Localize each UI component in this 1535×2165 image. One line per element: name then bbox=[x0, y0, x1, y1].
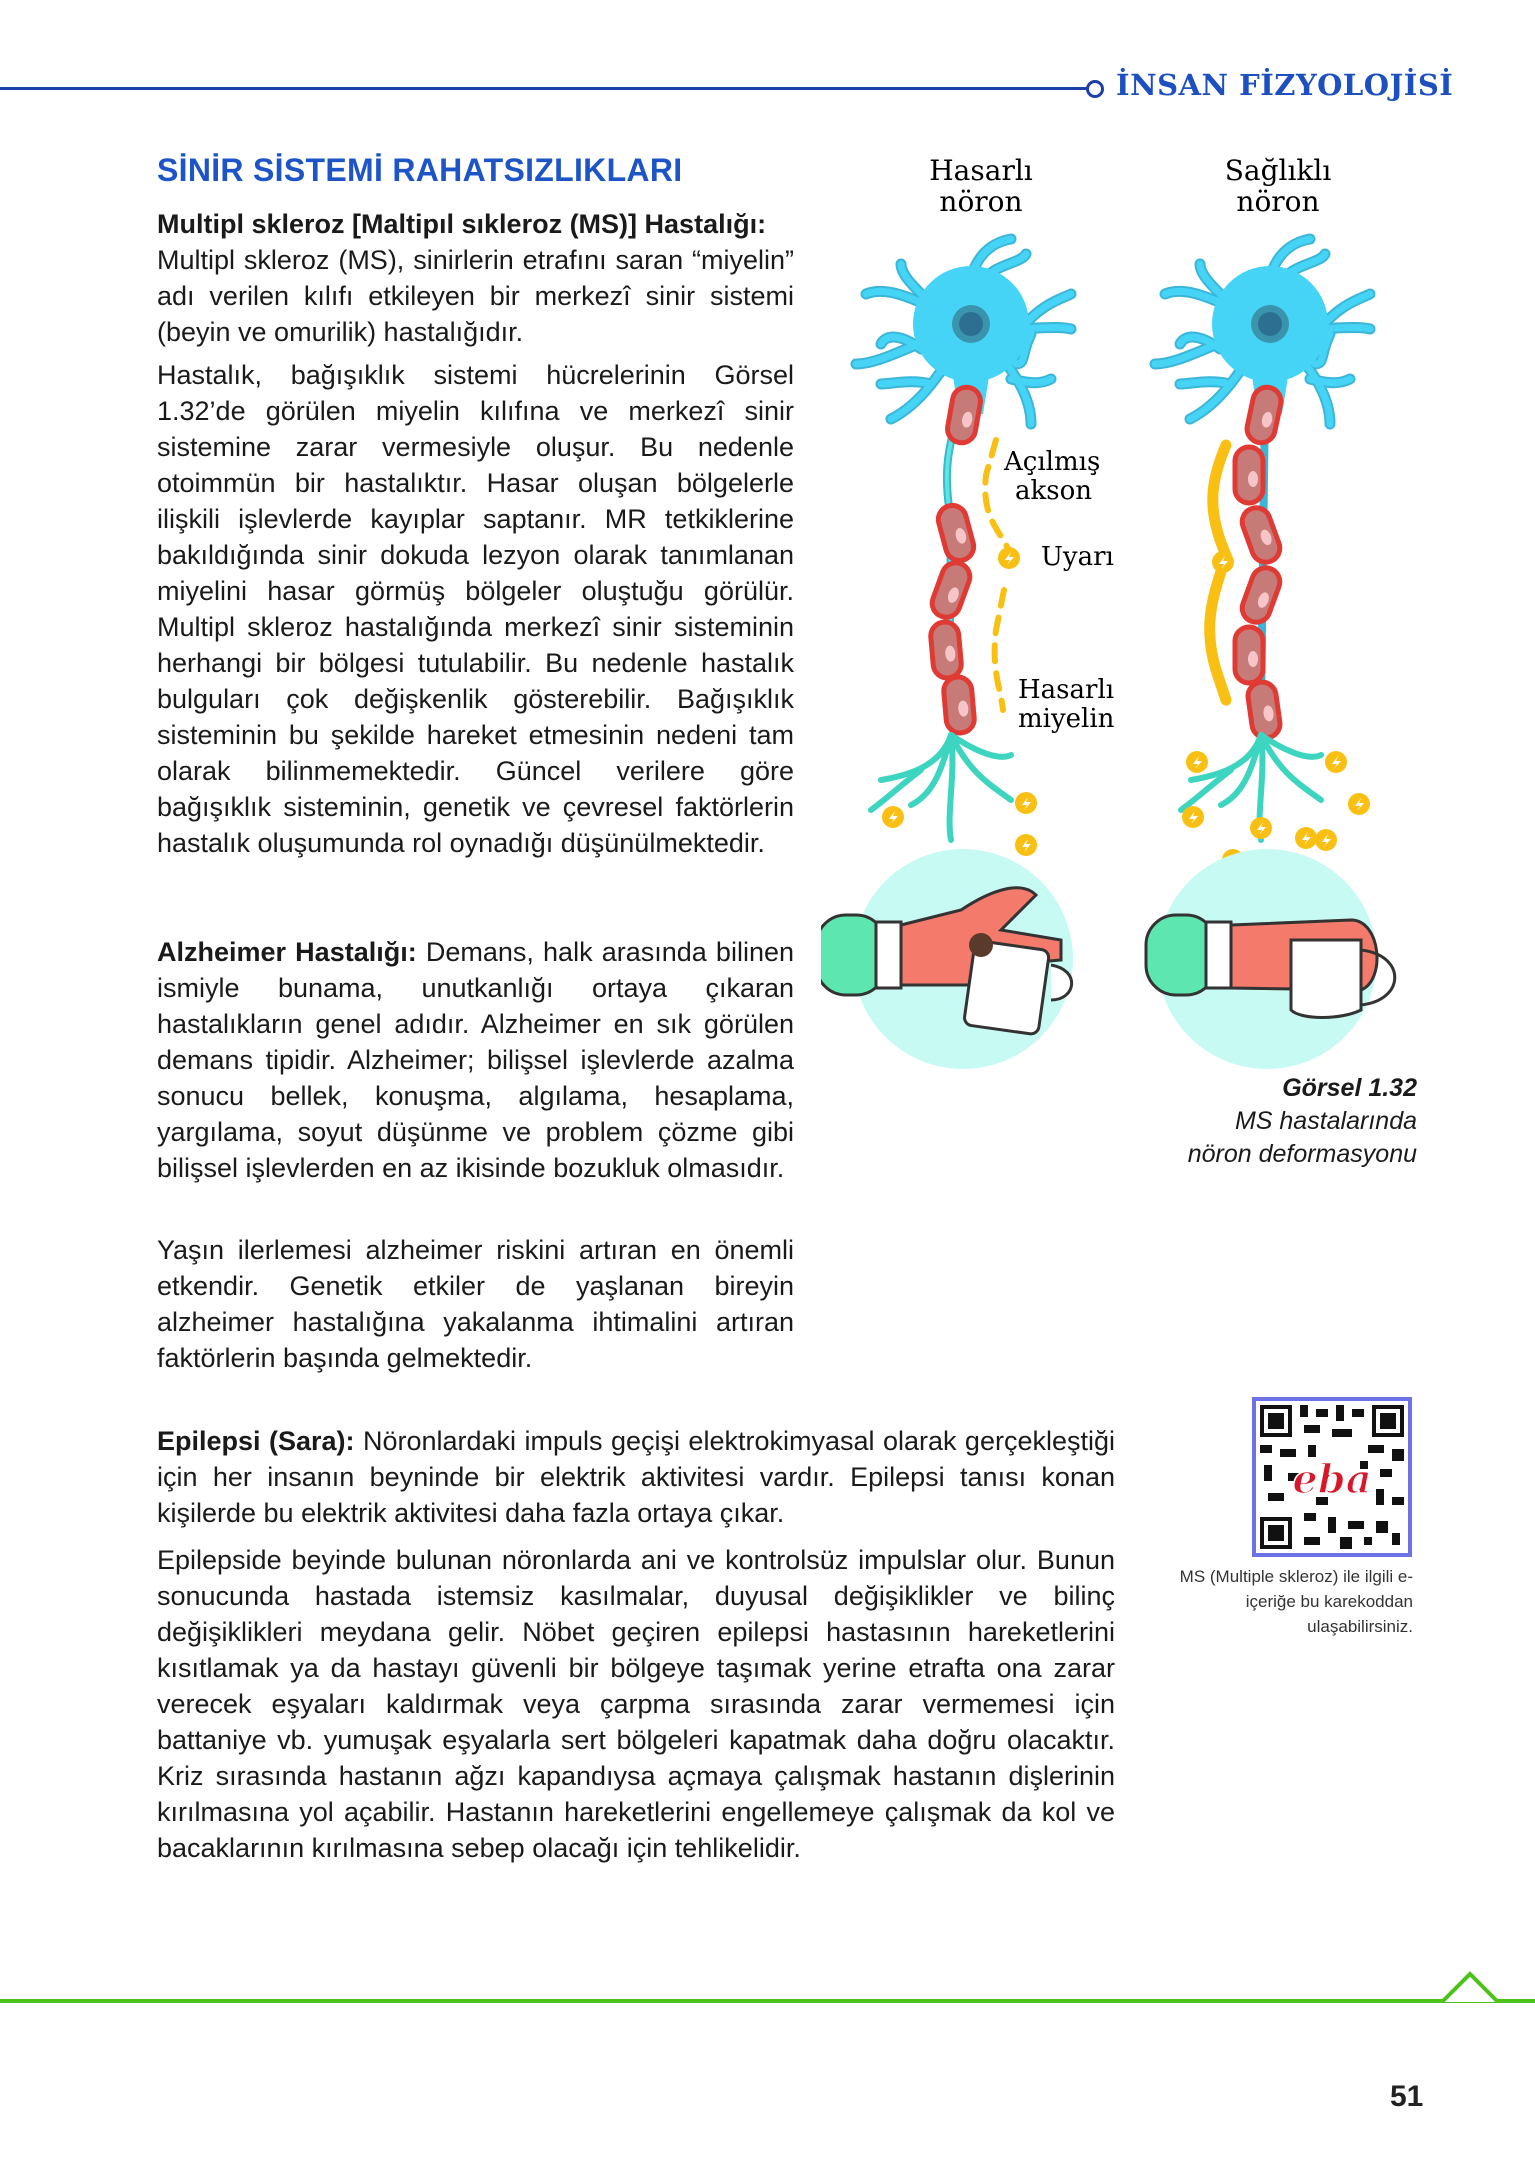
neuron-illustration bbox=[821, 150, 1431, 1080]
header-rule bbox=[0, 87, 1088, 90]
healthy-neuron-label: Sağlıklı bbox=[1224, 154, 1332, 187]
exposed-axon-label: Açılmış bbox=[1004, 447, 1101, 477]
exposed-axon-label-2: akson bbox=[1015, 476, 1092, 506]
section-title: SİNİR SİSTEMİ RAHATSIZLIKLARI bbox=[157, 152, 683, 188]
header-dot bbox=[1086, 80, 1104, 98]
eba-qr-code[interactable] bbox=[1252, 1397, 1412, 1557]
eba-logo: eba bbox=[1292, 1456, 1372, 1503]
epilepsi-text-1: Nöronlardaki impuls geçişi elektrokimyasal olarak gerçekleştiği için her insanın beyninde bir elektrik aktivitesi vardır. Epilepsi tanısı konan kişilerde bu elektrik aktivitesi daha fazla ortaya çıkar. bbox=[157, 1426, 1115, 1528]
signal-label: Uyarı bbox=[1041, 542, 1114, 572]
figure-caption-line-2: nöron deformasyonu bbox=[1187, 1140, 1417, 1168]
damaged-neuron bbox=[856, 239, 1071, 856]
page-number: 51 bbox=[1390, 2080, 1424, 2113]
ms-text-1: Multipl skleroz (MS), sinirlerin etrafını saran “miyelin” adı verilen kılıfı etkileyen bir merkezî sinir sistemi (beyin ve omurilik) hastalığıdır. bbox=[157, 245, 794, 347]
trembling-hand-with-cup bbox=[821, 849, 1073, 1069]
figure-caption-title: Görsel 1.32 bbox=[1282, 1074, 1417, 1102]
damaged-neuron-label-2: nöron bbox=[939, 185, 1023, 218]
alzheimer-paragraph-1 bbox=[157, 934, 794, 1186]
ms-paragraph-1 bbox=[157, 206, 794, 350]
damaged-myelin-label-2: miyelin bbox=[1018, 704, 1115, 734]
alzheimer-paragraph-2: Yaşın ilerlemesi alzheimer riskini artıran en önemli etkendir. Genetik etkiler de yaşlanan bireyin alzheimer hastalığına yakalanma ihtimalini artıran faktörlerin başında gelmektedir. bbox=[157, 1235, 794, 1373]
chapter-title: İNSAN FİZYOLOJİSİ bbox=[1116, 68, 1454, 102]
ms-heading: Multipl skleroz [Maltipıl sıkleroz (MS)] Hastalığı: bbox=[157, 209, 767, 239]
epilepsi-paragraph-2: Epilepside beyinde bulunan nöronlarda ani ve kontrolsüz impulslar olur. Bunun sonucunda hastada istemsiz kasılmalar, duyusal değişiklikler ve bilinç değişiklikleri meydana gelir. Nöbet geçiren epilepsi hastasının hareketlerini kısıtlamak ya da hastayı güvenli bir bölgeye taşımak yerine etrafta ona zarar verecek eşyaları kaldırmak veya çarpma sırasında zarar vermemesi için battaniye vb. yumuşak eşyalarla sert bölgeleri kapatmak daha doğru olacaktır. Kriz sırasında hastanın ağzı kapandıysa açmaya çalışmak hastanın dişlerinin kırılmasına yol açabilir. Hastanın hareketlerini engellemeye çalışmak da kol ve bacaklarının kırılmasına sebep olacağı için tehlikelidir. bbox=[157, 1545, 1115, 1863]
epilepsi-heading: Epilepsi (Sara): bbox=[157, 1426, 355, 1456]
footer-rule bbox=[0, 1999, 1535, 2003]
steady-hand-with-cup bbox=[1146, 849, 1395, 1069]
damaged-myelin-label: Hasarlı bbox=[1018, 675, 1115, 705]
damaged-neuron-label: Hasarlı bbox=[929, 154, 1033, 187]
healthy-neuron bbox=[1155, 239, 1370, 871]
footer-triangle-icon bbox=[1440, 1970, 1500, 2004]
qr-caption: MS (Multiple skleroz) ile ilgili e-içeriğe bu karekoddan ulaşabilirsiniz. bbox=[1179, 1567, 1413, 1636]
healthy-neuron-label-2: nöron bbox=[1236, 185, 1320, 218]
epilepsi-paragraph-1 bbox=[157, 1423, 1115, 1531]
figure-caption-line-1: MS hastalarında bbox=[1234, 1107, 1417, 1135]
ms-neuron-figure bbox=[821, 150, 1431, 1080]
alzheimer-heading: Alzheimer Hastalığı: bbox=[157, 937, 417, 967]
ms-paragraph-2: Hastalık, bağışıklık sistemi hücrelerinin Görsel 1.32’de görülen miyelin kılıfına ve merkezî sinir sistemine zarar vermesiyle oluşur. Bu nedenle otoimmün bir hastalıktır. Hasar oluşan bölgelerle ilişkili işlevlerde kayıplar saptanır. MR tetkiklerine bakıldığında sinir dokuda lezyon olarak tanımlanan miyelini hasar görmüş bölgeler oluştuğu görülür. Multipl skleroz hastalığında merkezî sinir sisteminin herhangi bir bölgesi tutulabilir. Bu nedenle hastalık bulguları çok değişkenlik gösterebilir. Bağışıklık sisteminin bu şekilde hareket etmesinin nedeni tam olarak bilinmemektedir. Güncel verilere göre bağışıklık sisteminin, genetik ve çevresel faktörlerin hastalık oluşumunda rol oynadığı düşünülmektedir. bbox=[157, 360, 794, 858]
qr-pattern bbox=[1256, 1401, 1408, 1553]
alzheimer-text-1: Demans, halk arasında bilinen ismiyle bunama, unutkanlığı ortaya çıkaran hastalıkların genel adıdır. Alzheimer en sık görülen demans tipidir. Alzheimer; bilişsel işlevlerde azalma sonucu bellek, konuşma, algılama, hesaplama, yargılama, soyut düşünme ve problem çözme gibi bilişsel işlevlerden en az ikisinde bozukluk olmasıdır. bbox=[157, 937, 794, 1183]
